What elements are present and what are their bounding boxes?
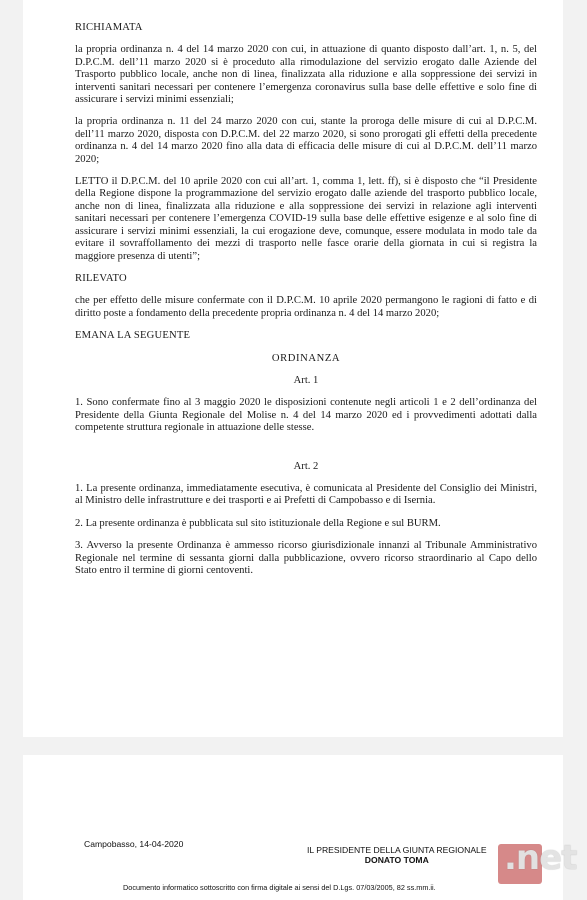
digital-signature-disclaimer: Documento informatico sottoscritto con firma digitale ai sensi del D.Lgs. 07/03/2005, 82 ss.mm.ii. — [123, 883, 436, 892]
recital-paragraph-2: la propria ordinanza n. 11 del 24 marzo 2020 con cui, stante la proroga delle misure di cui al D.P.C.M. dell’11 marzo 2020, disposta con D.P.C.M. del 22 marzo 2020, si sono prorogati gli effetti della precedente ordinanza n. 4 del 14 marzo 2020 fino alla data di efficacia delle misure di cui al D.P.C.M. dell’11 marzo 2020; — [75, 116, 537, 165]
letto-paragraph: LETTO il D.P.C.M. del 10 aprile 2020 con cui all’art. 1, comma 1, lett. ff), si è disposto che “il Presidente della Regione dispone la programmazione del servizio erogato dalle aziende del trasporto pubblico locale, anche non di linea, finalizzata alla riduzione e alla soppressione dei servizi in relazione agli interventi sanitari necessari per contenere l’emergenza COVID-19 sulla base delle effettive esigenze e al solo fine di assicurare i servizi minimi essenziali, la cui erogazione deve, comunque, essere modulata in modo tale da evitare il sovraffollamento dei mezzi di trasporto nelle fasce orarie della giornata in cui si registra la maggiore presenza di utenti”; — [75, 176, 537, 262]
art1-heading: Art. 1 — [293, 374, 319, 386]
signature-name: DONATO TOMA — [364, 855, 429, 865]
recital-paragraph-1: la propria ordinanza n. 4 del 14 marzo 2020 con cui, in attuazione di quanto disposto dall’art. 1, n. 5, del D.P.C.M. dell’11 marzo 2020 si è proceduto alla rimodulazione del servizio erogato dalle Aziende del Trasporto pubblico locale, anche non di linea, finalizzata alla riduzione e alla soppressione dei servizi in interventi sanitari necessari per contenere l’emergenza coronavirus sulla base delle effettive e solo fine di assicurare i servizi minimi essenziali; — [75, 44, 537, 106]
rilevato-heading: RILEVATO — [75, 272, 127, 284]
place-date: Campobasso, 14-04-2020 — [84, 839, 184, 849]
document-page-2 — [23, 755, 563, 900]
art2-item-2: 2. La presente ordinanza è pubblicata sul sito istituzionale della Regione e sul BURM. — [75, 517, 441, 529]
art2-heading: Art. 2 — [293, 460, 319, 472]
ordinance-body — [75, 22, 537, 587]
rilevato-paragraph: che per effetto delle misure confermate con il D.P.C.M. 10 aprile 2020 permangono le ragioni di fatto e di diritto poste a fondamento della precedente propria ordinanza n. 4 del 14 marzo 2020; — [75, 295, 537, 319]
signature-title: IL PRESIDENTE DELLA GIUNTA REGIONALE — [307, 845, 487, 855]
art2-item-3: 3. Avverso la presente Ordinanza è ammesso ricorso giurisdizionale innanzi al Tribunale Amministrativo Regionale nel termine di sessanta giorni dalla pubblicazione, ovvero ricorso straordinario al Capo dello Stato entro il termine di giorni centoventi. — [75, 540, 537, 576]
document-page-1 — [23, 0, 563, 737]
ordinanza-title: ORDINANZA — [271, 352, 341, 364]
watermark-text: .net — [504, 838, 577, 878]
art2-item-1: 1. La presente ordinanza, immediatamente esecutiva, è comunicata al Presidente del Consiglio dei Ministri, al Ministro delle infrastrutture e dei trasporti e ai Prefetti di Campobasso e di Isernia. — [75, 482, 537, 507]
site-watermark-logo — [498, 838, 578, 884]
emana-heading: EMANA LA SEGUENTE — [75, 330, 191, 342]
richiamata-heading: RICHIAMATA — [75, 22, 143, 33]
art1-paragraph: 1. Sono confermate fino al 3 maggio 2020 le disposizioni contenute negli articoli 1 e 2 dell’ordinanza del Presidente della Giunta Regionale del Molise n. 4 del 14 marzo 2020 ed i provvedimenti adottati dalla competente struttura regionale in attuazione delle stesse. — [75, 397, 537, 434]
signature-block — [307, 845, 487, 865]
